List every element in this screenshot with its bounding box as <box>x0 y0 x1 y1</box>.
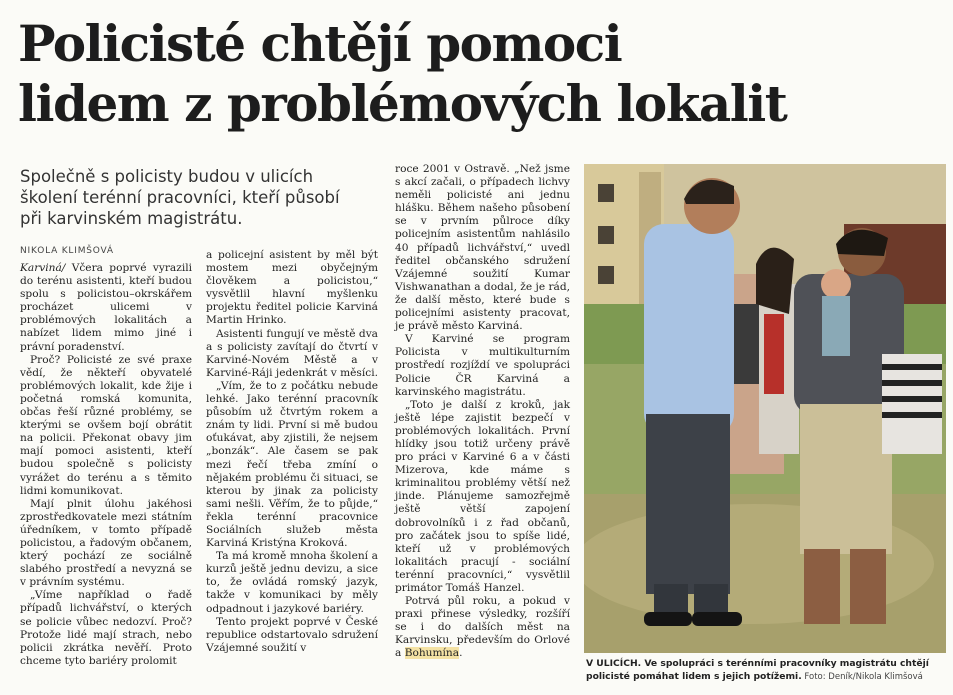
headline <box>18 14 938 134</box>
column-2-paragraph-5: Tento projekt poprvé v České republice odstartovalo sdružení Vzájemné soužití v <box>206 615 378 654</box>
article-column-2 <box>206 249 378 655</box>
column-1-paragraph-4: „Víme například o řadě případů lichvářství, o kterých se policie vůbec nedozví. Proč? Protože lidé mají strach, nebo policii zkrátka nevěří. Proto chceme tyto bariéry prolomit <box>20 589 192 667</box>
column-3-paragraph-2: V Karviné se program Policista v multikulturním prostředí rozjíždí ve spolupráci Policie ČR Karviná a karvinského magistrátu. <box>395 333 570 398</box>
column-1-paragraph-2: Proč? Policisté ze své praxe vědí, že někteří obyvatelé problémových lokalit, kde žije i početná romská komunita, občas řeší různé problémy, se kterými se ovšem bojí obrátit na policii. Překonat obavy jim mají pomoci asistenti, kteří budou společně s policisty vyrážet do terénu a s těmito lidmi komunikovat. <box>20 353 192 497</box>
byline: NIKOLA KLIMŠOVÁ <box>20 246 114 256</box>
column-2-paragraph-1: a policejní asistent by měl být mostem mezi obyčejným člověkem a policistou,“ vysvětlil hlavní myšlenku projektu ředitel policie Karviná Martin Hrinko. <box>206 249 378 327</box>
lead-line-1: Společně s policisty budou v ulicích <box>20 167 314 186</box>
lead-line-3: při karvinském magistrátu. <box>20 209 243 228</box>
caption-heading: V ULICÍCH. <box>586 658 642 669</box>
column-2-paragraph-2: Asistenti fungují ve městě dva a s policisty zavítají do čtvrtí v Karviné-Novém Městě a v Karviné-Ráji jedenkrát v měsíci. <box>206 327 378 379</box>
caption-text: Ve spolupráci s terénními pracovníky magistrátu chtějí policisté pomáhat lidem s jejich potížemi. <box>586 658 929 682</box>
headline-line-2: lidem z problémových lokalit <box>18 74 787 133</box>
column-1-paragraph-3: Mají plnit úlohu jakéhosi zprostředkovatele mezi státním úředníkem, v tomto případě policistou, a řadovým občanem, který pochází ze sociálně slabého prostředí a nevyzná se v právním systému. <box>20 497 192 589</box>
column-1-paragraph-1 <box>20 262 192 354</box>
column-3-paragraph-3: „Toto je další z kroků, jak ještě lépe zajistit bezpečí v problémových lokalitách. První hlídky jsou totiž určeny právě pro práci v Karviné 6 a v části Mizerova, kde máme s kriminalitou problémy větší než jinde. Plánujeme samozřejmě ještě větší zapojení dobrovolníků i z řad občanů, pro začátek jsou to spíše lidé, kteří už v problémových lokalitách pracují - sociální terénní pracovníci,“ vysvětlil primátor Tomáš Hanzel. <box>395 398 570 594</box>
column-3-paragraph-4-end: . <box>459 647 463 660</box>
photo-credit: Foto: Deník/Nikola Klimšová <box>801 672 923 682</box>
lead-paragraph <box>20 166 380 229</box>
column-3-paragraph-4 <box>395 595 570 660</box>
article-column-3 <box>395 163 570 661</box>
dateline-location: Karviná/ <box>20 262 66 274</box>
column-3-paragraph-4-text: Potrvá půl roku, a pokud v praxi přinese výsledky, rozšíří se i do dalších měst na Karvinsku, především do Orlové a <box>395 595 570 660</box>
lead-line-2: školení terénní pracovníci, kteří působí <box>20 188 340 207</box>
column-1-paragraph-1-text: Včera poprvé vyrazili do terénu asistenti, kteří budou spolu s policistou–okrskářem procházet ulicemi v problémových lokalitách a nabízet lidem mimo jiné i právní poradenství. <box>20 262 192 353</box>
column-2-paragraph-4: Ta má kromě mnoha školení a kurzů ještě jednu devizu, a sice to, že ovládá romský jazyk, takže v komunikaci by měly odpadnout i jazykové bariéry. <box>206 550 378 615</box>
article-column-1 <box>20 262 192 668</box>
photo-caption <box>586 657 946 684</box>
column-3-paragraph-1: roce 2001 v Ostravě. „Než jsme s akcí začali, o případech lichvy neměli policisté ani jednu hlášku. Během našeho působení se v prvním půlroce díky policejním asistentům nahlásilo 40 případů lichvářství,“ uvedl ředitel občanského sdružení Vzájemné soužití Kumar Vishwanathan a dodal, že je rád, že další město, které bude s policejními asistenty pracovat, je právě město Karviná. <box>395 163 570 333</box>
street-scene-photo <box>584 164 946 653</box>
column-2-paragraph-3: „Vím, že to z počátku nebude lehké. Jako terénní pracovník působím už čtvrtým rokem a znám ty lidi. První si mě budou oťukávat, aby zjistili, že nejsem „bonzák“. Ale časem se pak mezi řečí třeba zmíní o nějakém problému či situaci, se kterou by jinak za policisty sami nešli. Věřím, že to půjde,“ řekla terénní pracovnice Sociálních služeb města Karviná Kristýna Kroková. <box>206 379 378 550</box>
highlighted-word: Bohumína <box>404 647 460 660</box>
headline-line-1: Policisté chtějí pomoci <box>18 14 622 73</box>
